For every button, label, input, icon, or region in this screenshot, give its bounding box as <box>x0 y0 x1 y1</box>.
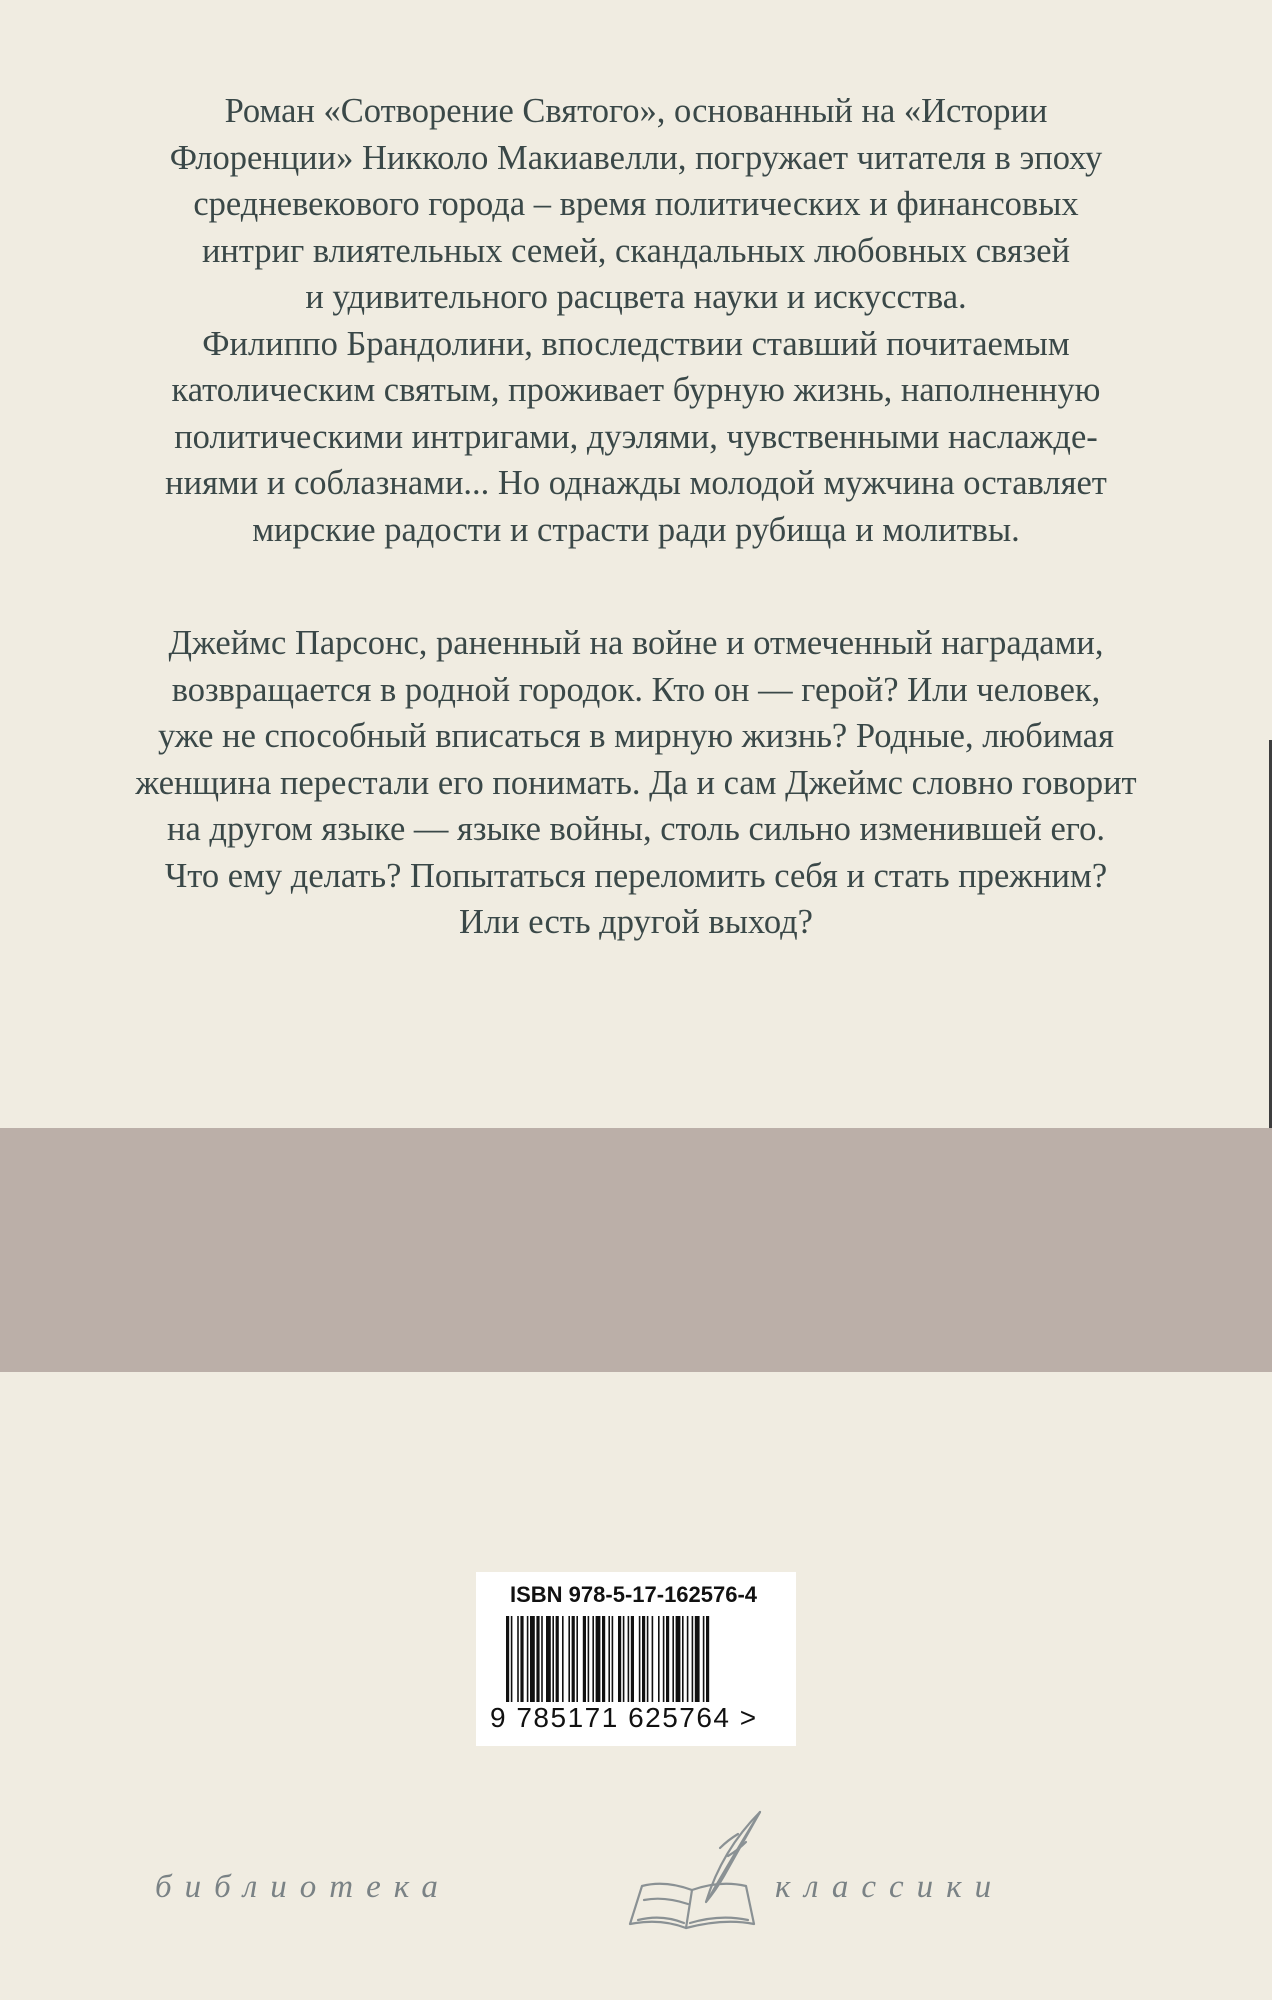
series-logo-block <box>0 1804 1272 1944</box>
isbn-label: ISBN 978-5-17-162576-4 <box>510 1582 758 1607</box>
text-line: мирские радости и страсти ради рубища и молитвы. <box>252 510 1020 549</box>
text-line: средневекового города – время политических и финансовых <box>193 185 1079 223</box>
text-line: Роман «Сотворение Святого», основанный на «Истории <box>224 92 1048 130</box>
barcode-digits: 9 785171 625764 > <box>490 1702 758 1733</box>
series-title-left: библиотека <box>155 1869 451 1905</box>
text-line: и удивительного расцвета науки и искусства. <box>305 278 967 316</box>
text-line: Флоренции» Никколо Макиавелли, погружает читателя в эпоху <box>169 138 1103 177</box>
text-line: на другом языке — языке войны, столь сильно изменившей его. <box>167 810 1105 848</box>
text-line: ниями и соблазнами... Но однажды молодой мужчина оставляет <box>165 464 1107 502</box>
barcode <box>476 1572 796 1746</box>
quill-book-icon <box>620 1804 770 1944</box>
text-line: Или есть другой выход? <box>459 903 813 941</box>
series-title-right: классики <box>775 1869 1005 1905</box>
description-paragraph-1 <box>40 88 1232 553</box>
text-line: Что ему делать? Попытаться переломить себя и стать прежним? <box>164 856 1108 895</box>
text-line: женщина перестали его понимать. Да и сам Джеймс словно говорит <box>135 763 1137 802</box>
description-paragraph-2 <box>40 620 1232 946</box>
color-band <box>0 1128 1272 1372</box>
text-line: интриг влиятельных семей, скандальных любовных связей <box>201 231 1071 270</box>
text-line: уже не способный вписаться в мирную жизнь? Родные, любимая <box>158 717 1114 755</box>
text-line: политическими интригами, дуэлями, чувственными наслажде- <box>174 417 1098 456</box>
text-line: Джеймс Парсонс, раненный на войне и отмеченный наградами, <box>168 624 1104 662</box>
text-line: Филиппо Брандолини, впоследствии ставший почитаемым <box>202 324 1070 363</box>
text-line: католическим святым, проживает бурную жизнь, наполненную <box>171 371 1101 409</box>
text-line: возвращается в родной городок. Кто он — герой? Или человек, <box>171 670 1101 709</box>
